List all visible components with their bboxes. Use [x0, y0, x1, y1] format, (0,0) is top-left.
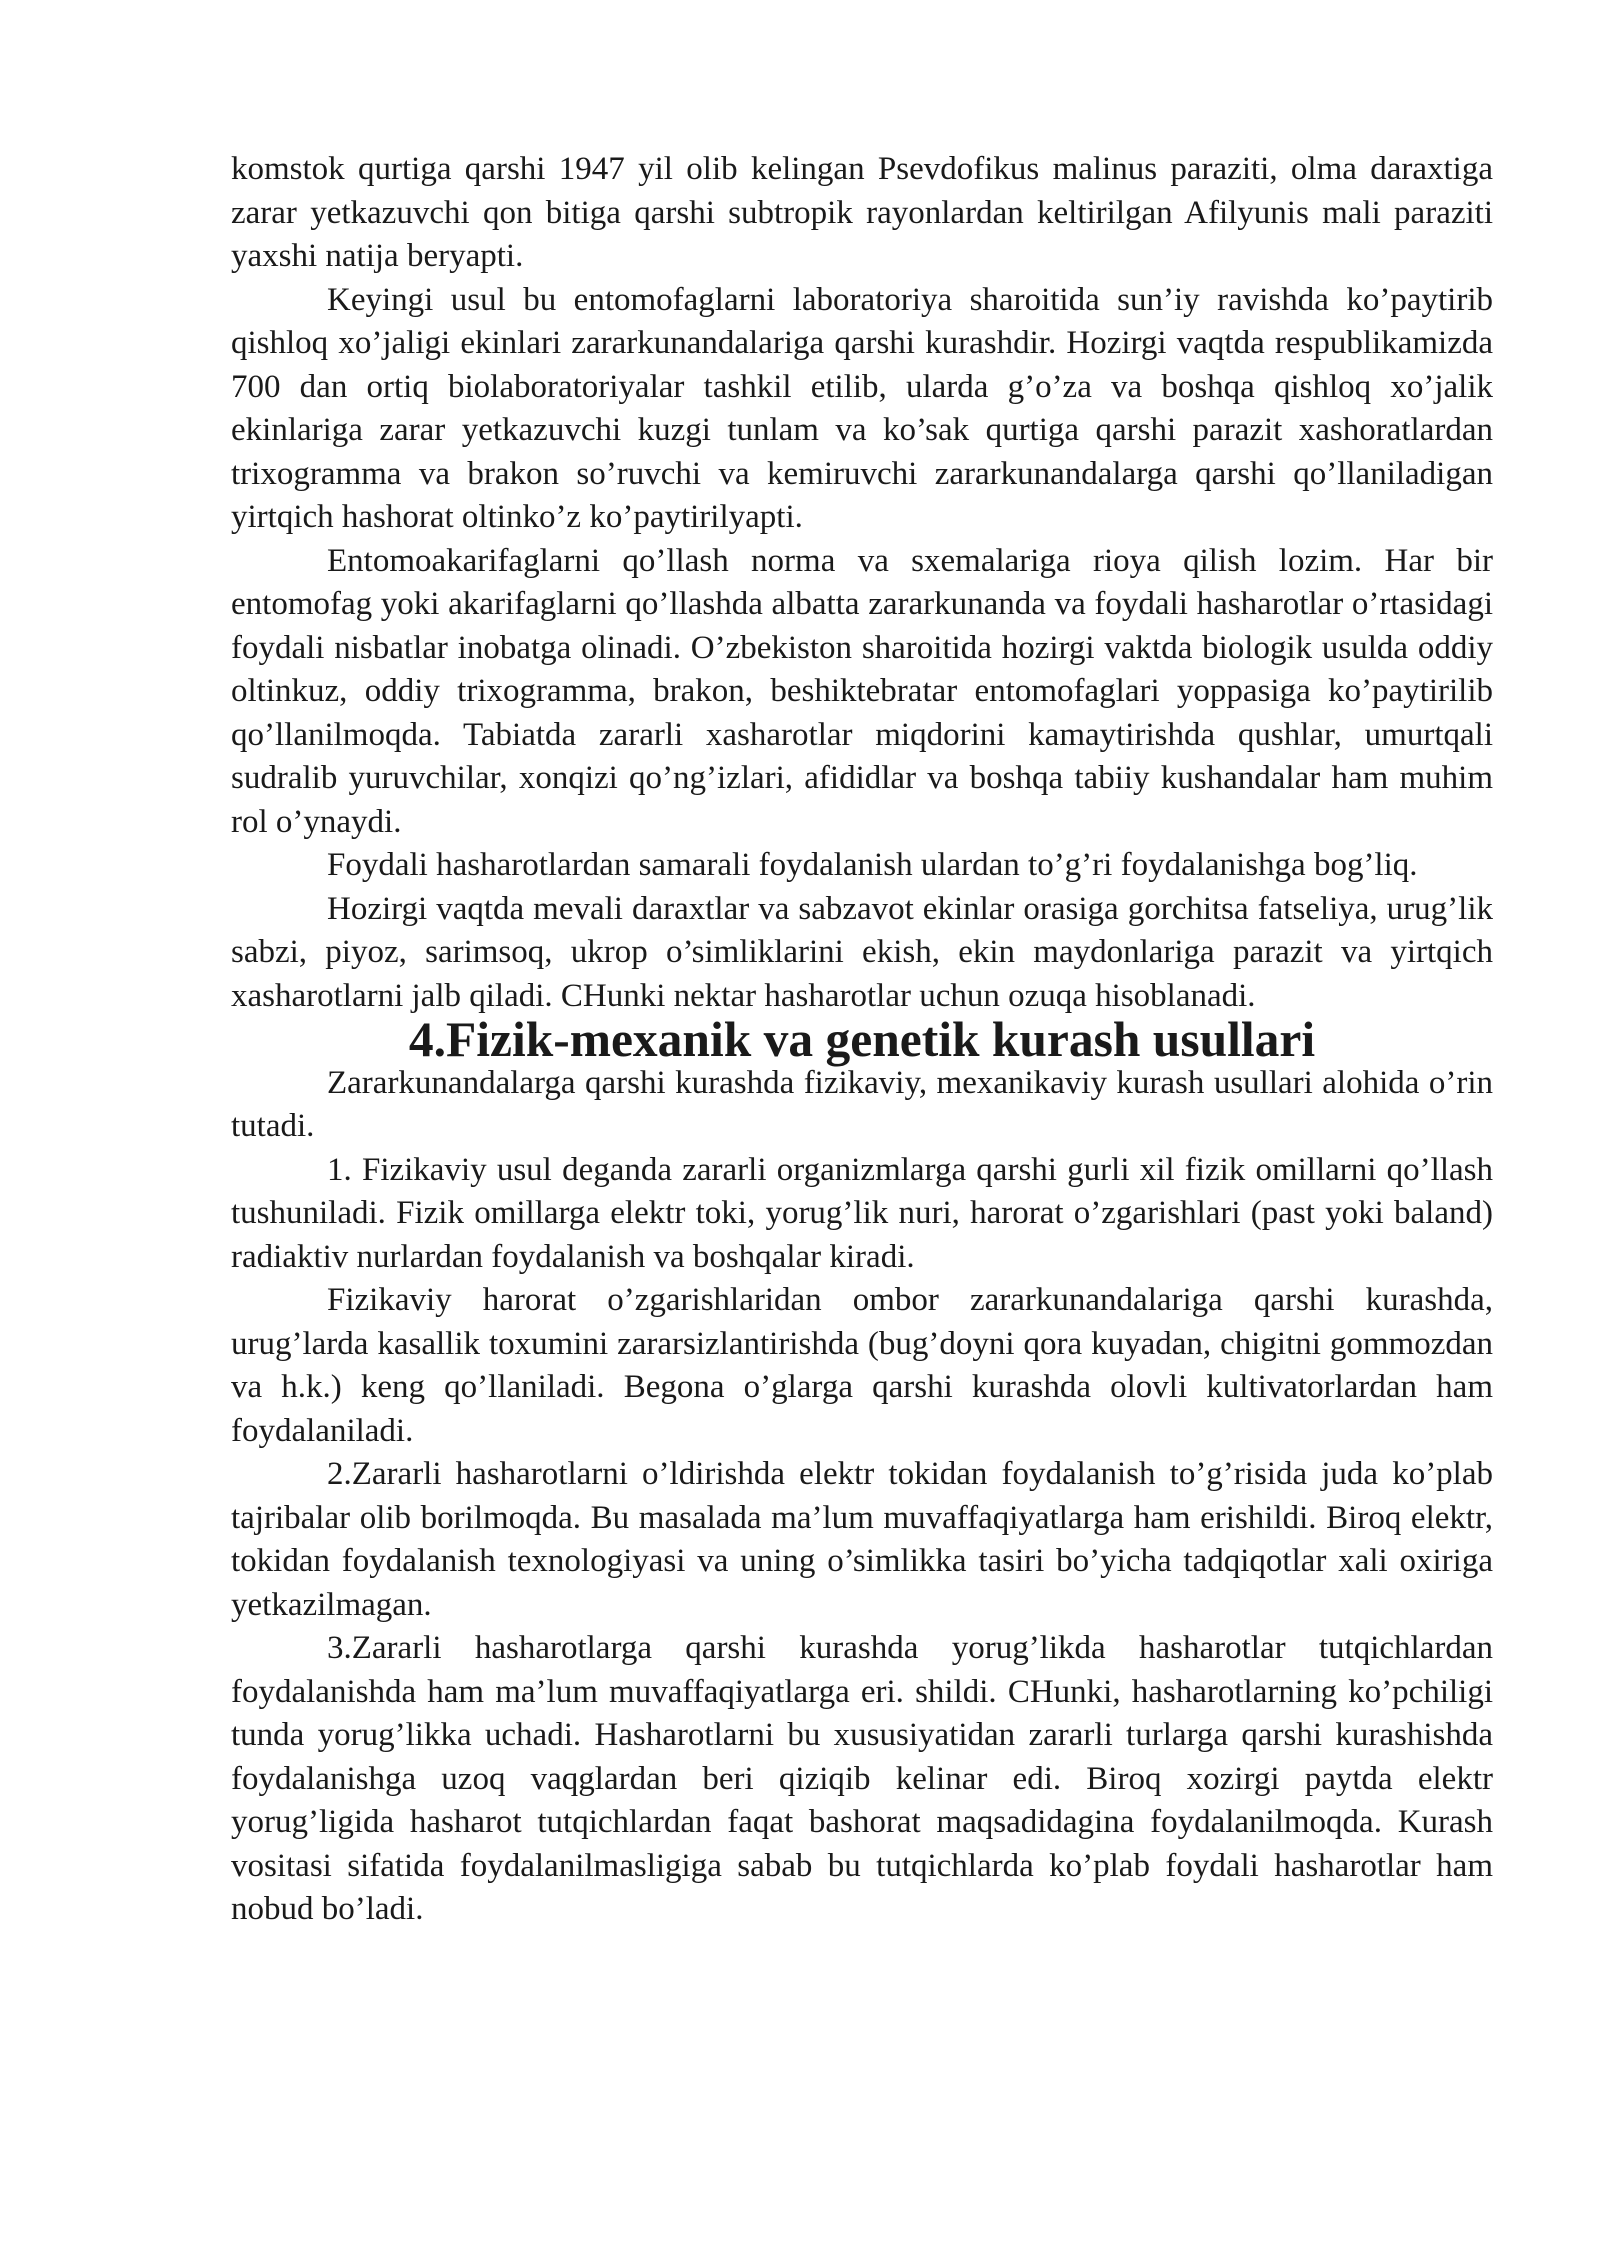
- paragraph: Foydali hasharotlardan samarali foydalanish ulardan to’g’ri foydalanishga bog’liq.: [327, 847, 1418, 883]
- section-heading: 4.Fizik-mexanik va genetik kurash usullari: [408, 1012, 1316, 1067]
- paragraph: 3.Zararli hasharotlarga qarshi kurashda yorug’likda hasharotlar tutqichlardan foydalanishda ham ma’lum muvaffaqiyatlarga eri. shildi. CHunki, hasharotlarning ko’pchiligi tunda yorug’likka uchadi. Hasharotlarni bu xususiyatidan zararli turlarga qarshi kurashishda foydalanishga uzoq vaqglardan beri qiziqib kelinar edi. Biroq xozirgi paytda elektr yorug’ligida hasharot tutqichlardan faqat bashorat maqsadidagina foydalanilmoqda. Kurash vositasi sifatida foydalanilmasligiga sabab bu tutqichlarda ko’plab foydali hasharotlar ham nobud bo’ladi.: [231, 1630, 1493, 1927]
- paragraph: Keyingi usul bu entomofaglarni laboratoriya sharoitida sun’iy ravishda ko’paytirib qishloq xo’jaligi ekinlari zararkunandalariga qarshi kurashdir. Hozirgi vaqtda respublikamizda 700 dan ortiq biolaboratoriyalar tashkil etilib, ularda g’o’za va boshqa qishloq xo’jalik ekinlariga zarar yetkazuvchi kuzgi tunlam va ko’sak qurtiga qarshi parazit xashoratlardan trixogramma va brakon so’ruvchi va kemiruvchi zararkunandalarga qarshi qo’llaniladigan yirtqich hashorat oltinko’z ko’paytirilyapti.: [231, 281, 1493, 535]
- paragraph: Fizikaviy harorat o’zgarishlaridan ombor zararkunandalariga qarshi kurashda, urug’larda kasallik toxumini zararsizlantirishda (bug’doyni qora kuyadan, chigitni gommozdan va h.k.) keng qo’llaniladi. Begona o’glarga qarshi kurashda olovli kultivatorlardan ham foydalaniladi.: [231, 1282, 1493, 1449]
- paragraph: Entomoakarifaglarni qo’llash norma va sxemalariga rioya qilish lozim. Har bir entomofag yoki akarifaglarni qo’llashda albatta zararkunanda va foydali hasharotlar o’rtasidagi foydali nisbatlar inobatga olinadi. O’zbekiston sharoitida hozirgi vaktda biologik usulda oddiy oltinkuz, oddiy trixogramma, brakon, beshiktebratar entomofaglari yoppasiga ko’paytirilib qo’llanilmoqda. Tabiatda zararli xasharotlar miqdorini kamaytirishda qushlar, umurtqali sudralib yuruvchilar, xonqizi qo’ng’izlari, afididlar va boshqa tabiiy kushandalar ham muhim rol o’ynaydi.: [231, 542, 1493, 840]
- document-page: [231, 148, 1493, 1932]
- paragraph: 2.Zararli hasharotlarni o’ldirishda elektr tokidan foydalanish to’g’risida juda ko’plab tajribalar olib borilmoqda. Bu masalada ma’lum muvaffaqiyatlarga ham erishildi. Biroq elektr, tokidan foydalanish texnologiyasi va uning o’simlikka tasiri bo’yicha tadqiqotlar xali oxiriga yetkazilmagan.: [231, 1456, 1493, 1623]
- paragraph: 1. Fizikaviy usul deganda zararli organizmlarga qarshi gurli xil fizik omillarni qo’llash tushuniladi. Fizik omillarga elektr toki, yorug’lik nuri, harorat o’zgarishlari (past yoki baland) radiaktiv nurlardan foydalanish va boshqalar kiradi.: [231, 1151, 1493, 1275]
- paragraph: Zararkunandalarga qarshi kurashda fizikaviy, mexanikaviy kurash usullari alohida o’rin tutadi.: [231, 1064, 1493, 1144]
- paragraph: komstok qurtiga qarshi 1947 yil olib kelingan Psevdofikus malinus paraziti, olma daraxtiga zarar yetkazuvchi qon bitiga qarshi subtropik rayonlardan keltirilgan Afilyunis mali paraziti yaxshi natija beryapti.: [231, 151, 1493, 274]
- paragraph: Hozirgi vaqtda mevali daraxtlar va sabzavot ekinlar orasiga gorchitsa fatseliya, urug’lik sabzi, piyoz, sarimsoq, ukrop o’simliklarini ekish, ekin maydonlariga parazit va yirtqich xasharotlarni jalb qiladi. CHunki nektar hasharotlar uchun ozuqa hisoblanadi.: [231, 890, 1493, 1014]
